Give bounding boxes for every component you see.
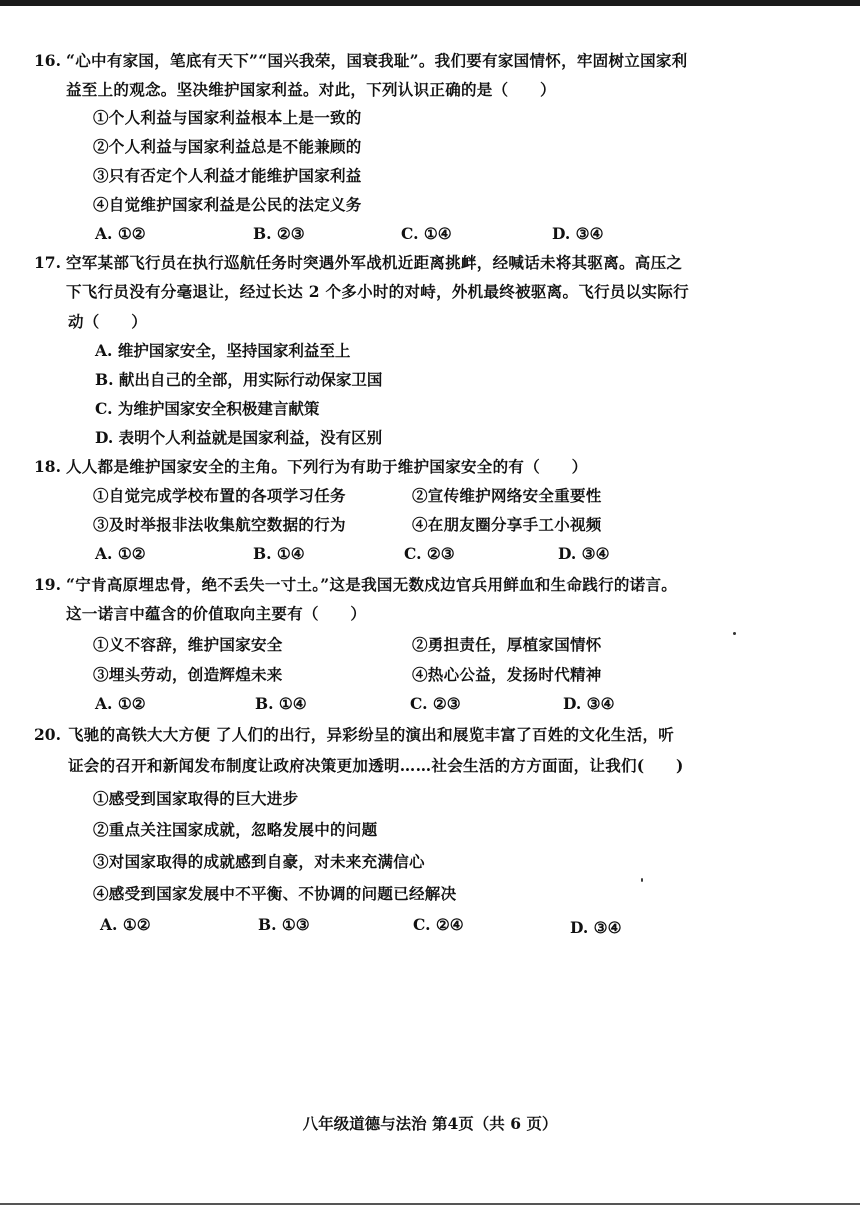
- page-footer: 八年级道德与法治 第4页（共 6 页）: [302, 1114, 558, 1133]
- statement-item: ④感受到国家发展中不平衡、不协调的问题已经解决: [93, 884, 457, 903]
- scan-speck: [733, 632, 736, 635]
- answer-choice-a: A. ①②: [95, 544, 146, 563]
- question-number: 20.: [34, 725, 61, 744]
- question-stem: 动（ ）: [68, 312, 148, 331]
- answer-choice-d: D. ③④: [570, 918, 622, 937]
- scan-bottom-edge: [0, 1203, 860, 1205]
- statement-item: ②勇担责任，厚植家国情怀: [412, 635, 602, 654]
- question-stem: 人人都是维护国家安全的主角。下列行为有助于维护国家安全的有（ ）: [66, 457, 588, 476]
- answer-choice-c: C. ②④: [413, 915, 464, 934]
- statement-item: ①感受到国家取得的巨大进步: [93, 789, 299, 808]
- question-stem: 飞驰的高铁大大方便 了人们的出行，异彩纷呈的演出和展览丰富了百姓的文化生活，听: [68, 725, 675, 744]
- question-stem: 益至上的观念。坚决维护国家利益。对此，下列认识正确的是（ ）: [66, 80, 556, 99]
- statement-item: ③及时举报非法收集航空数据的行为: [93, 515, 346, 534]
- question-stem: 下飞行员没有分毫退让，经过长达 2 个多小时的对峙，外机最终被驱离。飞行员以实际行: [66, 282, 689, 301]
- question-number: 16.: [34, 51, 61, 70]
- statement-item: ②宣传维护网络安全重要性: [412, 486, 602, 505]
- statement-item: ③埋头劳动，创造辉煌未来: [93, 665, 283, 684]
- answer-choice-c: C. ②③: [404, 544, 455, 563]
- question-number: 17.: [34, 253, 61, 272]
- statement-item: ④在朋友圈分享手工小视频: [412, 515, 602, 534]
- statement-item: ①义不容辞，维护国家安全: [93, 635, 283, 654]
- answer-choice-b: B. ②③: [253, 224, 305, 243]
- statement-item: ②个人利益与国家利益总是不能兼顾的: [93, 137, 362, 156]
- question-stem: “心中有家国，笔底有天下”“国兴我荣，国衰我耻”。我们要有家国情怀，牢固树立国家利: [66, 51, 688, 70]
- answer-choice-d: D. ③④: [558, 544, 610, 563]
- question-stem: 这一诺言中蕴含的价值取向主要有（ ）: [66, 604, 367, 623]
- answer-choice-b: B. ①③: [258, 915, 310, 934]
- answer-choice-a: A. 维护国家安全，坚持国家利益至上: [95, 341, 351, 360]
- question-stem: 空军某部飞行员在执行巡航任务时突遇外军战机近距离挑衅，经喊话未将其驱离。高压之: [66, 253, 683, 272]
- answer-choice-a: A. ①②: [100, 915, 151, 934]
- answer-choice-b: B. 献出自己的全部，用实际行动保家卫国: [95, 370, 383, 389]
- statement-item: ③只有否定个人利益才能维护国家利益: [93, 166, 362, 185]
- statement-item: ①个人利益与国家利益根本上是一致的: [93, 108, 362, 127]
- question-stem: 证会的召开和新闻发布制度让政府决策更加透明……社会生活的方方面面，让我们( ): [68, 756, 684, 775]
- answer-choice-d: D. 表明个人利益就是国家利益，没有区别: [95, 428, 383, 447]
- scan-speck: [641, 878, 643, 882]
- answer-choice-a: A. ①②: [95, 694, 146, 713]
- question-stem: “宁肯高原埋忠骨，绝不丢失一寸土。”这是我国无数戍边官兵用鲜血和生命践行的诺言。: [66, 575, 678, 594]
- statement-item: ②重点关注国家成就，忽略发展中的问题: [93, 820, 378, 839]
- statement-item: ①自觉完成学校布置的各项学习任务: [93, 486, 346, 505]
- statement-item: ③对国家取得的成就感到自豪，对未来充满信心: [93, 852, 425, 871]
- answer-choice-b: B. ①④: [255, 694, 307, 713]
- answer-choice-d: D. ③④: [552, 224, 604, 243]
- answer-choice-c: C. ②③: [410, 694, 461, 713]
- question-number: 18.: [34, 457, 61, 476]
- answer-choice-c: C. 为维护国家安全积极建言献策: [95, 399, 320, 418]
- statement-item: ④自觉维护国家利益是公民的法定义务: [93, 195, 362, 214]
- answer-choice-d: D. ③④: [563, 694, 615, 713]
- question-number: 19.: [34, 575, 61, 594]
- statement-item: ④热心公益，发扬时代精神: [412, 665, 602, 684]
- answer-choice-b: B. ①④: [253, 544, 305, 563]
- answer-choice-a: A. ①②: [95, 224, 146, 243]
- answer-choice-c: C. ①④: [401, 224, 452, 243]
